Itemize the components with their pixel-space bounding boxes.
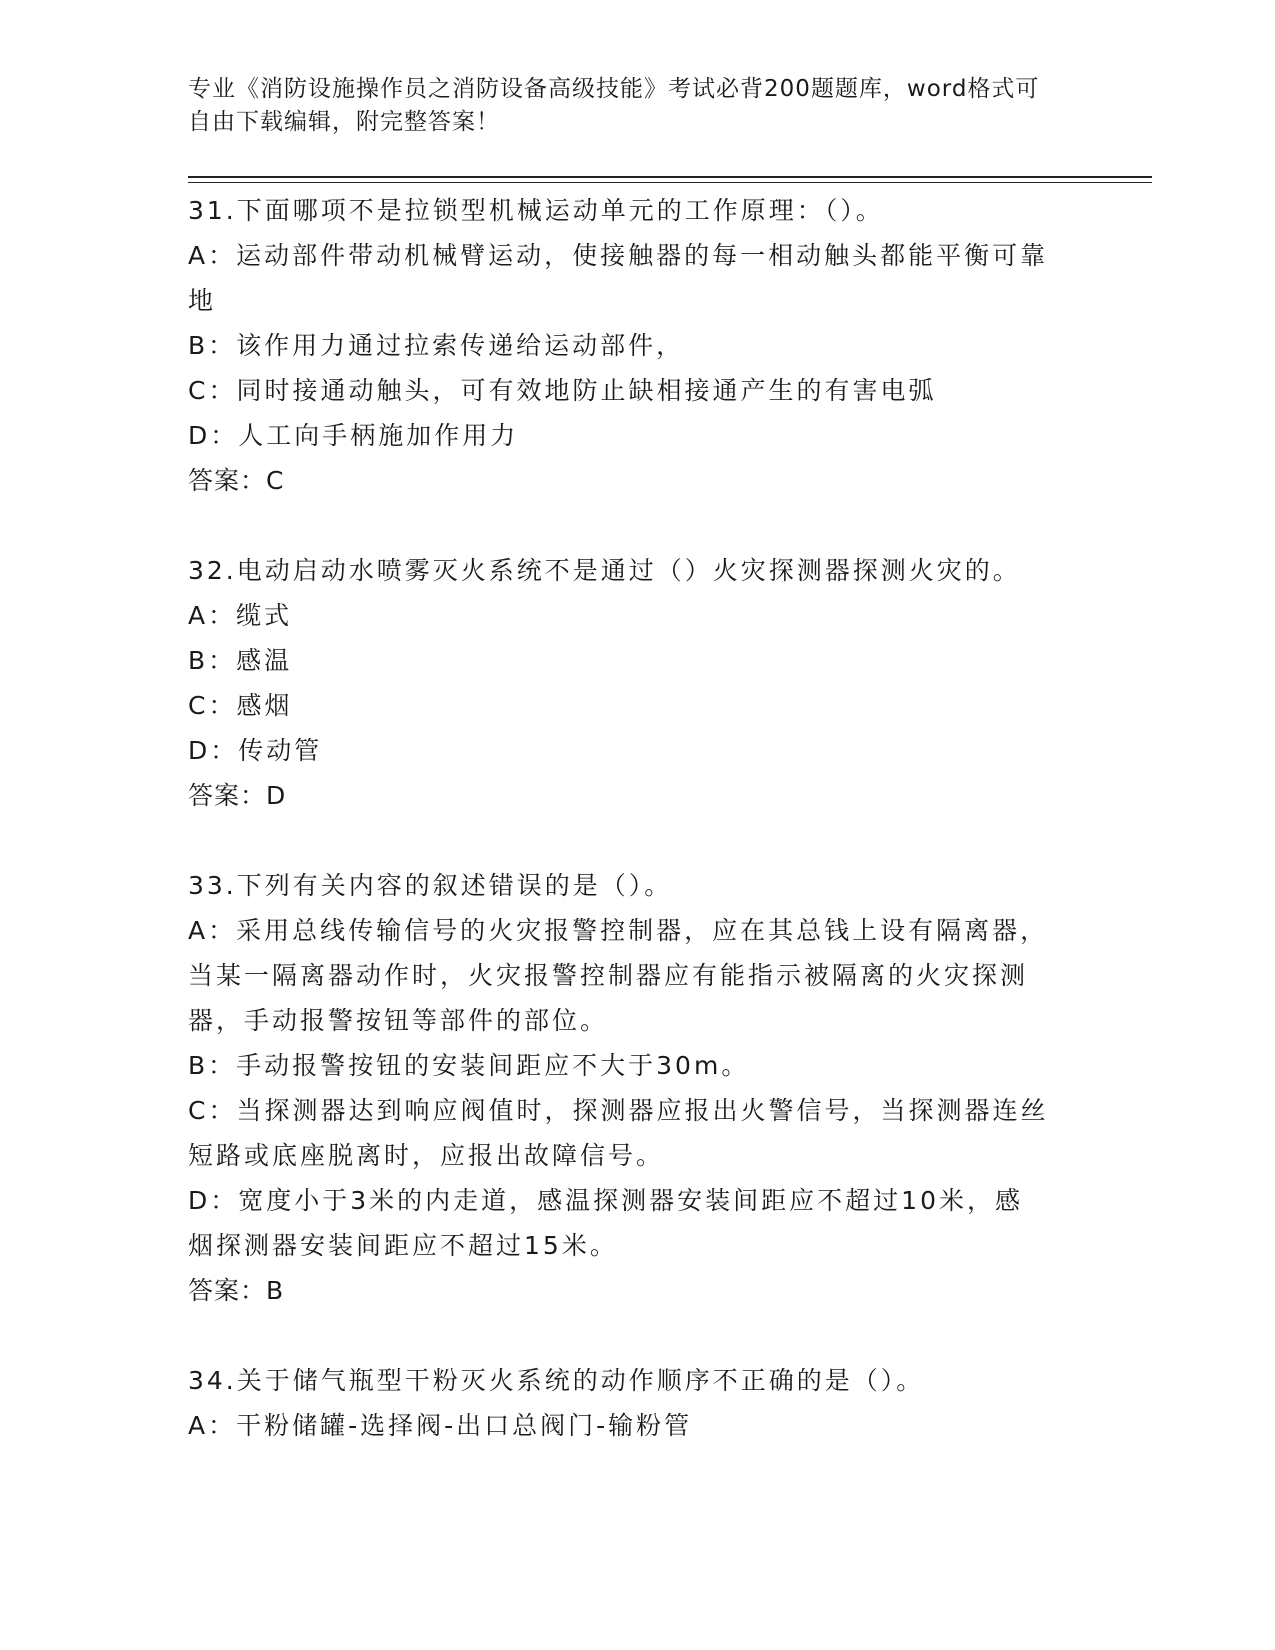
question-33 bbox=[188, 863, 1088, 1313]
option-b: B：手动报警按钮的安装间距应不大于30m。 bbox=[188, 1051, 750, 1080]
option-d: D：宽度小于3米的内走道，感温探测器安装间距应不超过10米，感 bbox=[188, 1186, 1023, 1215]
document-header bbox=[188, 73, 1088, 139]
answer: 答案：B bbox=[188, 1276, 285, 1305]
header-divider-thick bbox=[188, 176, 1152, 178]
option-a: A：缆式 bbox=[188, 601, 293, 630]
option-d: D：传动管 bbox=[188, 736, 323, 765]
question-stem: 34.关于储气瓶型干粉灭火系统的动作顺序不正确的是（）。 bbox=[188, 1366, 925, 1395]
option-c: C：同时接通动触头，可有效地防止缺相接通产生的有害电弧 bbox=[188, 376, 937, 405]
question-stem: 32.电动启动水喷雾灭火系统不是通过（）火灾探测器探测火灾的。 bbox=[188, 556, 1021, 585]
option-c: C：感烟 bbox=[188, 691, 293, 720]
question-34 bbox=[188, 1358, 1088, 1448]
option-a-continued: 地 bbox=[188, 286, 217, 315]
option-a-continued-2: 器，手动报警按钮等部件的部位。 bbox=[188, 1006, 609, 1035]
answer: 答案：D bbox=[188, 781, 287, 810]
option-d-continued: 烟探测器安装间距应不超过15米。 bbox=[188, 1231, 618, 1260]
option-a: A：采用总线传输信号的火灾报警控制器，应在其总钱上设有隔离器， bbox=[188, 916, 1049, 945]
question-32 bbox=[188, 548, 1088, 818]
option-a: A：运动部件带动机械臂运动，使接触器的每一相动触头都能平衡可靠 bbox=[188, 241, 1049, 270]
header-line-1: 专业《消防设施操作员之消防设备高级技能》考试必背200题题库，word格式可 bbox=[188, 76, 1040, 102]
header-line-2: 自由下载编辑，附完整答案！ bbox=[188, 109, 500, 135]
answer: 答案：C bbox=[188, 466, 285, 495]
header-divider-thin bbox=[188, 182, 1152, 183]
option-b: B：感温 bbox=[188, 646, 293, 675]
question-stem: 33.下列有关内容的叙述错误的是（）。 bbox=[188, 871, 673, 900]
option-d: D：人工向手柄施加作用力 bbox=[188, 421, 519, 450]
option-a: A：干粉储罐-选择阀-出口总阀门-输粉管 bbox=[188, 1411, 693, 1440]
option-b: B：该作用力通过拉索传递给运动部件， bbox=[188, 331, 685, 360]
question-list bbox=[188, 188, 1088, 1448]
option-c: C：当探测器达到响应阀值时，探测器应报出火警信号，当探测器连丝 bbox=[188, 1096, 1049, 1125]
option-c-continued: 短路或底座脱离时，应报出故障信号。 bbox=[188, 1141, 665, 1170]
question-31 bbox=[188, 188, 1088, 503]
question-stem: 31.下面哪项不是拉锁型机械运动单元的工作原理：（）。 bbox=[188, 196, 884, 225]
option-a-continued: 当某一隔离器动作时，火灾报警控制器应有能指示被隔离的火灾探测 bbox=[188, 961, 1029, 990]
